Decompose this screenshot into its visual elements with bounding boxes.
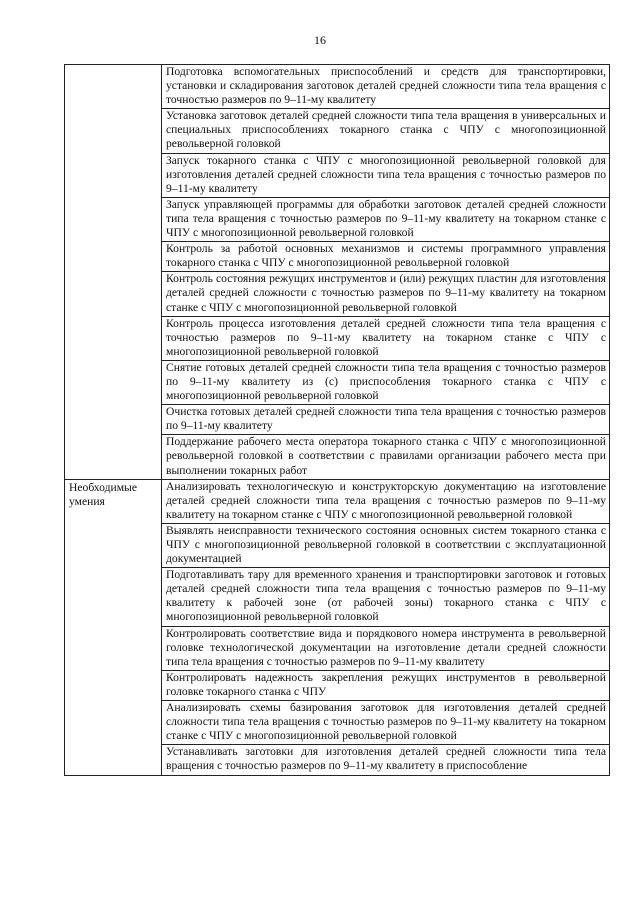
requirement-cell: Очистка готовых деталей средней сложности типа тела вращения с точностью размеров по 9–11-му квалитету (162, 405, 610, 435)
requirement-cell: Запуск управляющей программы для обработки заготовок деталей средней сложности типа тела вращения с точностью размеров по 9–11-му квалитету на токарном станке с ЧПУ с многопозиционной револьверной головкой (162, 197, 610, 241)
requirement-cell: Контролировать надежность закрепления режущих инструментов в револьверной головке токарного станка с ЧПУ (162, 670, 610, 700)
requirement-cell: Контролировать соответствие вида и порядкового номера инструмента в револьверной головке технологической документации на изготовление детали средней сложности типа тела вращения с точностью размеров по 9–11-му квалитету (162, 626, 610, 670)
requirement-cell: Устанавливать заготовки для изготовления деталей средней сложности типа тела вращения с точностью размеров по 9–11-му квалитету в приспособление (162, 745, 610, 775)
requirement-cell: Контроль процесса изготовления деталей средней сложности типа тела вращения с точностью размеров по 9–11-му квалитету на токарном станке с ЧПУ с многопозиционной револьверной головкой (162, 316, 610, 360)
table-row (65, 479, 610, 523)
requirements-table (64, 64, 610, 776)
requirement-cell: Контроль за работой основных механизмов и системы программного управления токарного станка с ЧПУ с многопозиционной револьверной головкой (162, 242, 610, 272)
page-number: 16 (314, 33, 326, 47)
requirement-cell: Выявлять неисправности технического состояния основных систем токарного станка с ЧПУ с многопозиционной револьверной головкой в соответствии с эксплуатационной документацией (162, 523, 610, 567)
table-row (65, 65, 610, 109)
requirement-cell: Снятие готовых деталей средней сложности типа тела вращения с точностью размеров по 9–11-му квалитету из (с) приспособления токарного станка с ЧПУ с многопозиционной револьверной головкой (162, 360, 610, 404)
section-label (65, 65, 162, 480)
requirement-cell: Подготовка вспомогательных приспособлений и средств для транспортировки, установки и складирования заготовок деталей средней сложности типа тела вращения с точностью размеров по 9–11-му квалитету (162, 65, 610, 109)
requirement-cell: Анализировать технологическую и конструкторскую документацию на изготовление деталей средней сложности типа тела вращения с точностью размеров по 9–11-му квалитету на токарном станке с ЧПУ с многопозиционной револьверной головкой (162, 479, 610, 523)
requirement-cell: Контроль состояния режущих инструментов и (или) режущих пластин для изготовления деталей средней сложности с точностью размеров по 9–11-му квалитету на токарном станке с ЧПУ с многопозиционной револьверной головкой (162, 272, 610, 316)
requirement-cell: Поддержание рабочего места оператора токарного станка с ЧПУ с многопозиционной револьверной головкой в соответствии с правилами организации рабочего места при выполнении токарных работ (162, 435, 610, 479)
requirement-cell: Запуск токарного станка с ЧПУ с многопозиционной револьверной головкой для изготовления деталей средней сложности типа тела вращения с точностью размеров по 9–11-му квалитету (162, 153, 610, 197)
requirement-cell: Установка заготовок деталей средней сложности типа тела вращения в универсальных и специальных приспособлениях токарного станка с ЧПУ с многопозиционной револьверной головкой (162, 109, 610, 153)
requirement-cell: Подготавливать тару для временного хранения и транспортировки заготовок и готовых деталей средней сложности типа тела вращения с точностью размеров по 9–11-му квалитету к рабочей зоне (от рабочей зоны) токарного станка с ЧПУ с многопозиционной револьверной головкой (162, 568, 610, 626)
section-label: Необходимые умения (65, 479, 162, 775)
requirement-cell: Анализировать схемы базирования заготовок для изготовления деталей средней сложности типа тела вращения с точностью размеров по 9–11-му квалитету на токарном станке с ЧПУ с многопозиционной револьверной головкой (162, 701, 610, 745)
